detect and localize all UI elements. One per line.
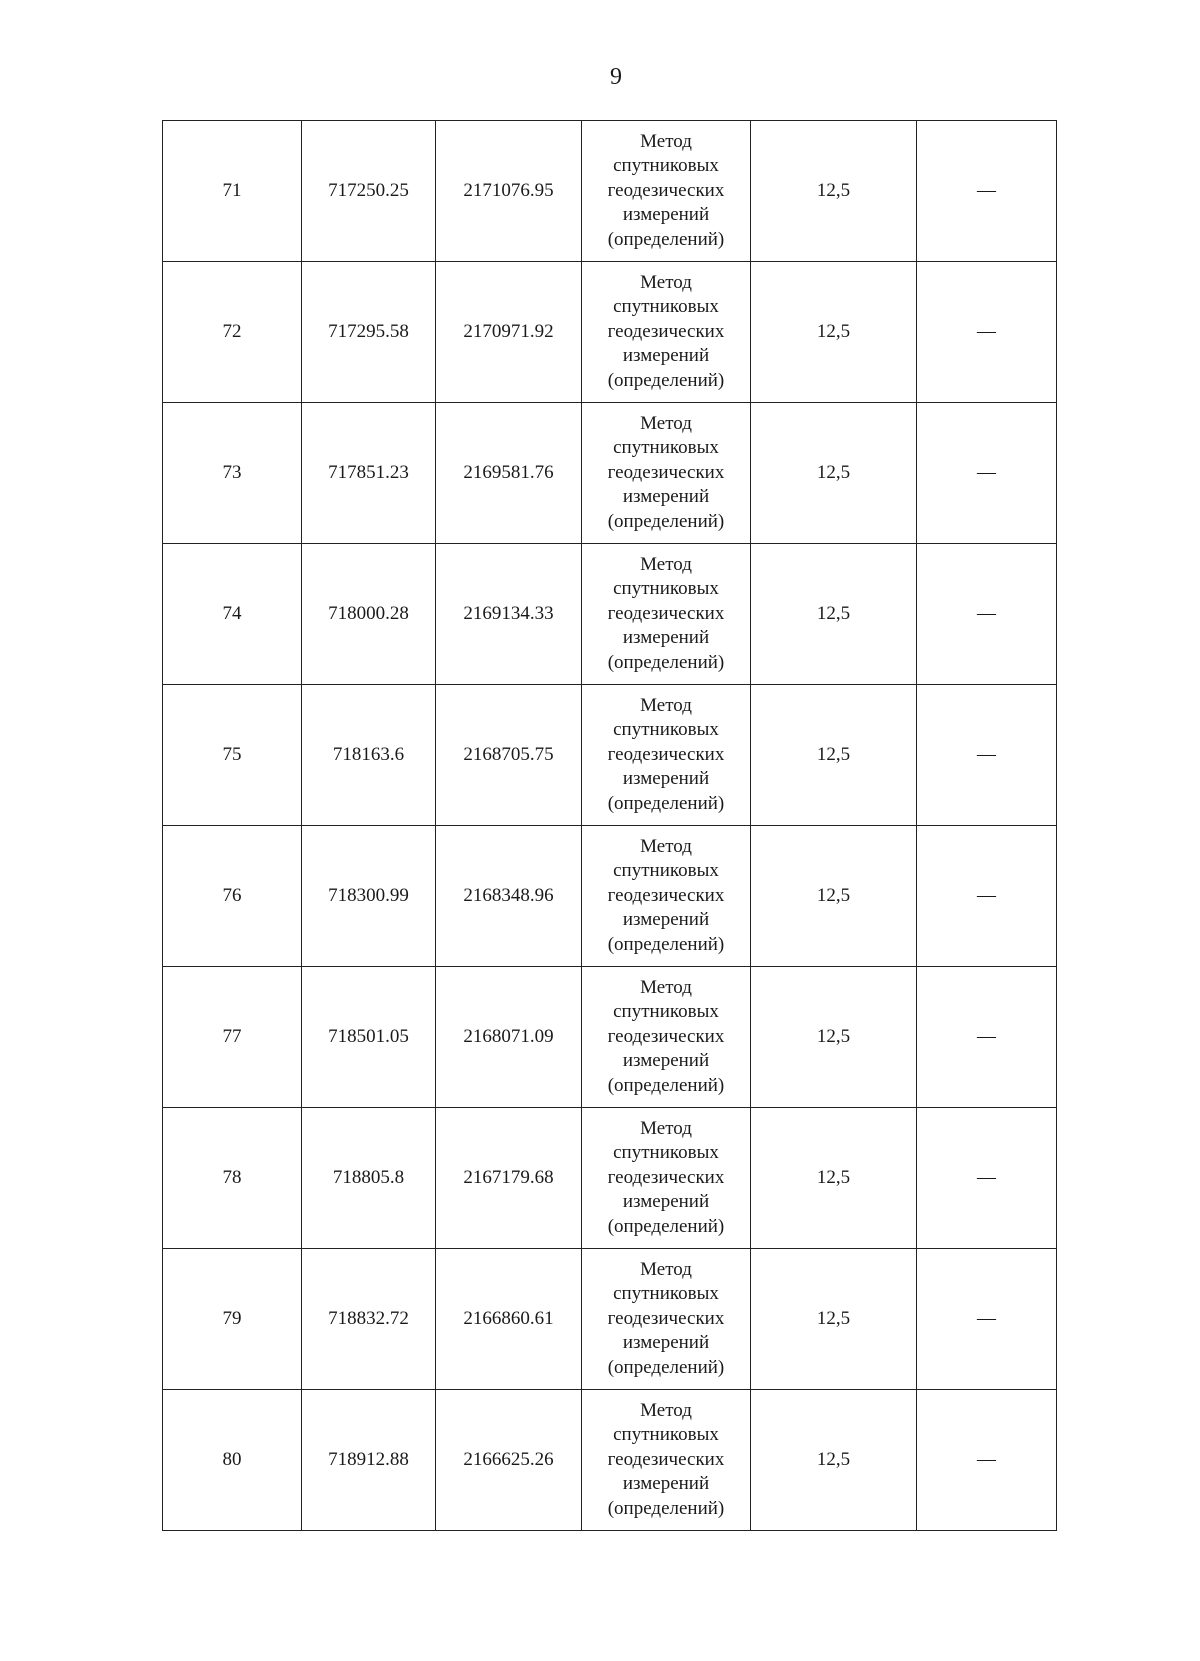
point-number-cell xyxy=(163,1390,302,1531)
y-coordinate-cell xyxy=(436,121,582,262)
method-text: Метод спутниковых геодезических измерений (определений) xyxy=(607,976,725,1096)
x-coordinate-cell xyxy=(302,685,436,826)
error-value-cell xyxy=(751,967,917,1108)
x-coordinate-text: 717295.58 xyxy=(328,320,409,342)
dash-mark: — xyxy=(977,1307,996,1329)
method-text: Метод спутниковых геодезических измерений (определений) xyxy=(607,553,725,673)
method-cell xyxy=(582,967,751,1108)
note-cell xyxy=(917,1108,1057,1249)
dash-mark: — xyxy=(977,1166,996,1188)
point-number-cell xyxy=(163,544,302,685)
point-number-cell xyxy=(163,262,302,403)
error-value-cell xyxy=(751,403,917,544)
x-coordinate-text: 718501.05 xyxy=(328,1025,409,1047)
error-value-text: 12,5 xyxy=(816,179,851,201)
error-value-text: 12,5 xyxy=(816,884,851,906)
y-coordinate-cell xyxy=(436,685,582,826)
y-coordinate-cell xyxy=(436,1249,582,1390)
table-body xyxy=(163,121,1057,1531)
point-number-cell xyxy=(163,1108,302,1249)
page-number: 9 xyxy=(610,64,622,90)
point-number-cell xyxy=(163,826,302,967)
point-number-cell xyxy=(163,121,302,262)
y-coordinate-text: 2170971.92 xyxy=(463,320,554,342)
note-cell xyxy=(917,1249,1057,1390)
method-cell xyxy=(582,685,751,826)
point-number-text: 80 xyxy=(222,1448,242,1470)
x-coordinate-cell xyxy=(302,544,436,685)
y-coordinate-cell xyxy=(436,1390,582,1531)
table-row xyxy=(163,403,1057,544)
error-value-text: 12,5 xyxy=(816,743,851,765)
table-row xyxy=(163,1390,1057,1531)
method-cell xyxy=(582,1390,751,1531)
error-value-text: 12,5 xyxy=(816,602,851,624)
point-number-text: 75 xyxy=(222,743,242,765)
error-value-text: 12,5 xyxy=(816,320,851,342)
y-coordinate-cell xyxy=(436,262,582,403)
error-value-cell xyxy=(751,1108,917,1249)
x-coordinate-text: 718300.99 xyxy=(328,884,409,906)
dash-mark: — xyxy=(977,602,996,624)
error-value-cell xyxy=(751,826,917,967)
method-cell xyxy=(582,403,751,544)
error-value-text: 12,5 xyxy=(816,1025,851,1047)
point-number-cell xyxy=(163,685,302,826)
note-cell xyxy=(917,967,1057,1108)
note-cell xyxy=(917,403,1057,544)
x-coordinate-text: 718163.6 xyxy=(332,743,405,765)
point-number-text: 72 xyxy=(222,320,242,342)
method-text: Метод спутниковых геодезических измерений (определений) xyxy=(607,1258,725,1378)
method-cell xyxy=(582,1108,751,1249)
x-coordinate-text: 718832.72 xyxy=(328,1307,409,1329)
method-text: Метод спутниковых геодезических измерений (определений) xyxy=(607,694,725,814)
y-coordinate-text: 2171076.95 xyxy=(463,179,554,201)
error-value-cell xyxy=(751,1249,917,1390)
dash-mark: — xyxy=(977,1025,996,1047)
x-coordinate-cell xyxy=(302,121,436,262)
point-number-text: 79 xyxy=(222,1307,242,1329)
table-row xyxy=(163,1249,1057,1390)
dash-mark: — xyxy=(977,461,996,483)
dash-mark: — xyxy=(977,1448,996,1470)
y-coordinate-text: 2169581.76 xyxy=(463,461,554,483)
table-row xyxy=(163,262,1057,403)
y-coordinate-text: 2166860.61 xyxy=(463,1307,554,1329)
coordinates-table xyxy=(162,120,1057,1531)
method-cell xyxy=(582,121,751,262)
y-coordinate-cell xyxy=(436,544,582,685)
x-coordinate-text: 718805.8 xyxy=(332,1166,405,1188)
method-text: Метод спутниковых геодезических измерений (определений) xyxy=(607,835,725,955)
point-number-text: 74 xyxy=(222,602,242,624)
y-coordinate-text: 2168705.75 xyxy=(463,743,554,765)
y-coordinate-cell xyxy=(436,826,582,967)
note-cell xyxy=(917,826,1057,967)
table-row xyxy=(163,121,1057,262)
y-coordinate-cell xyxy=(436,1108,582,1249)
method-cell xyxy=(582,826,751,967)
table-row xyxy=(163,685,1057,826)
note-cell xyxy=(917,121,1057,262)
x-coordinate-text: 718000.28 xyxy=(328,602,409,624)
note-cell xyxy=(917,1390,1057,1531)
x-coordinate-text: 718912.88 xyxy=(328,1448,409,1470)
dash-mark: — xyxy=(977,320,996,342)
x-coordinate-text: 717851.23 xyxy=(328,461,409,483)
dash-mark: — xyxy=(977,884,996,906)
x-coordinate-cell xyxy=(302,262,436,403)
point-number-cell xyxy=(163,403,302,544)
method-text: Метод спутниковых геодезических измерений (определений) xyxy=(607,1117,725,1237)
point-number-text: 77 xyxy=(222,1025,242,1047)
table-row xyxy=(163,826,1057,967)
table-row xyxy=(163,544,1057,685)
x-coordinate-text: 717250.25 xyxy=(328,179,409,201)
error-value-cell xyxy=(751,544,917,685)
error-value-cell xyxy=(751,262,917,403)
y-coordinate-text: 2168348.96 xyxy=(463,884,554,906)
note-cell xyxy=(917,544,1057,685)
y-coordinate-text: 2169134.33 xyxy=(463,602,554,624)
x-coordinate-cell xyxy=(302,826,436,967)
x-coordinate-cell xyxy=(302,1390,436,1531)
point-number-text: 71 xyxy=(222,179,242,201)
y-coordinate-text: 2166625.26 xyxy=(463,1448,554,1470)
table-row xyxy=(163,1108,1057,1249)
method-text: Метод спутниковых геодезических измерений (определений) xyxy=(607,1399,725,1519)
y-coordinate-text: 2167179.68 xyxy=(463,1166,554,1188)
y-coordinate-text: 2168071.09 xyxy=(463,1025,554,1047)
dash-mark: — xyxy=(977,743,996,765)
error-value-cell xyxy=(751,121,917,262)
point-number-text: 78 xyxy=(222,1166,242,1188)
x-coordinate-cell xyxy=(302,967,436,1108)
error-value-text: 12,5 xyxy=(816,461,851,483)
error-value-text: 12,5 xyxy=(816,1307,851,1329)
method-cell xyxy=(582,544,751,685)
method-text: Метод спутниковых геодезических измерений (определений) xyxy=(607,130,725,250)
method-text: Метод спутниковых геодезических измерений (определений) xyxy=(607,271,725,391)
point-number-cell xyxy=(163,1249,302,1390)
y-coordinate-cell xyxy=(436,403,582,544)
error-value-cell xyxy=(751,685,917,826)
x-coordinate-cell xyxy=(302,1249,436,1390)
method-text: Метод спутниковых геодезических измерений (определений) xyxy=(607,412,725,532)
point-number-text: 73 xyxy=(222,461,242,483)
note-cell xyxy=(917,262,1057,403)
table-row xyxy=(163,967,1057,1108)
note-cell xyxy=(917,685,1057,826)
method-cell xyxy=(582,1249,751,1390)
x-coordinate-cell xyxy=(302,1108,436,1249)
error-value-text: 12,5 xyxy=(816,1166,851,1188)
dash-mark: — xyxy=(977,179,996,201)
y-coordinate-cell xyxy=(436,967,582,1108)
x-coordinate-cell xyxy=(302,403,436,544)
error-value-text: 12,5 xyxy=(816,1448,851,1470)
error-value-cell xyxy=(751,1390,917,1531)
method-cell xyxy=(582,262,751,403)
point-number-cell xyxy=(163,967,302,1108)
point-number-text: 76 xyxy=(222,884,242,906)
